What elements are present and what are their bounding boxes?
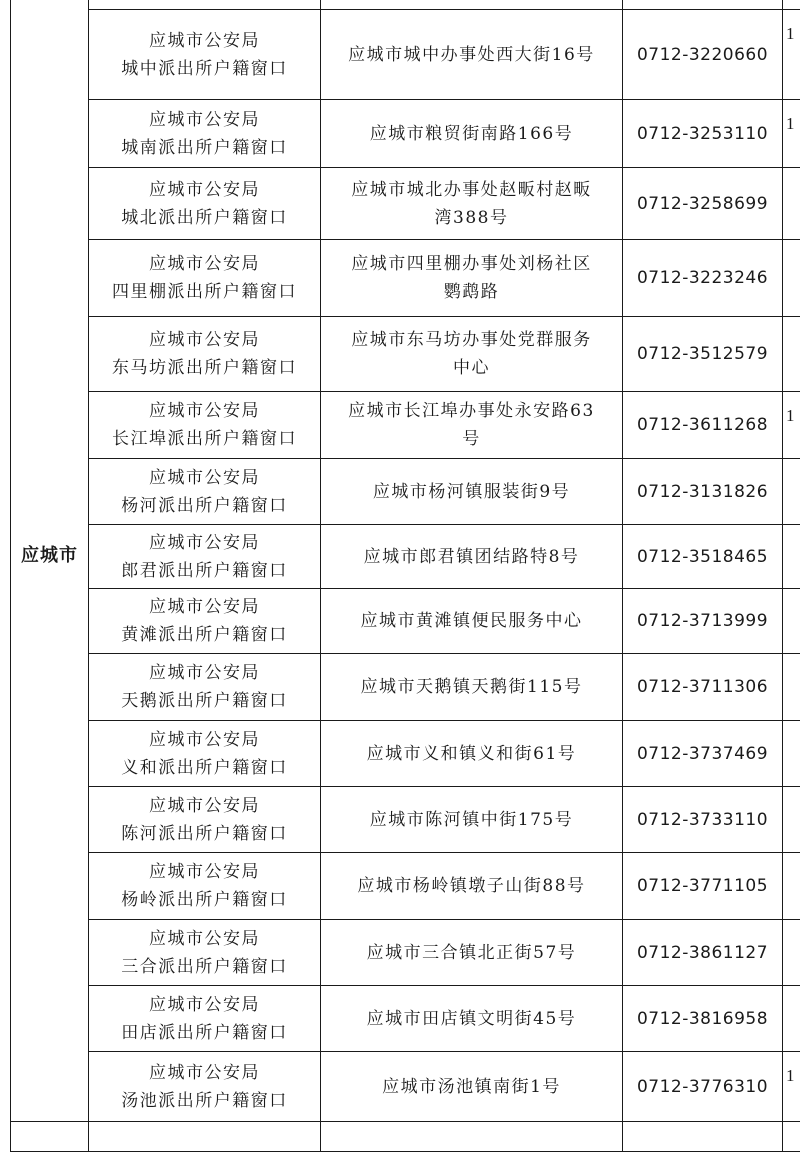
address-line: 应城市义和镇义和街61号: [321, 740, 622, 768]
table-row: [11, 1052, 800, 1122]
extra-cell: 1: [783, 10, 800, 100]
phone-cell: 0712-3258699: [623, 168, 783, 240]
extra-cell: [783, 317, 800, 392]
extra-cell: [783, 525, 800, 589]
office-name-cell: [89, 787, 321, 853]
table-row: [11, 392, 800, 459]
office-name-cell: [89, 589, 321, 654]
office-window: 郎君派出所户籍窗口: [89, 557, 320, 585]
table-row: [11, 1122, 800, 1152]
address-line: 应城市三合镇北正街57号: [321, 939, 622, 967]
address-line: 应城市粮贸街南路166号: [321, 120, 622, 148]
office-agency: 应城市公安局: [89, 991, 320, 1019]
office-name-cell: [89, 392, 321, 459]
address-line: 应城市东马坊办事处党群服务: [321, 326, 622, 354]
phone-cell: 0712-3816958: [623, 986, 783, 1052]
address-cell: [321, 920, 623, 986]
address-cell: [321, 654, 623, 721]
phone-cell: 0712-3512579: [623, 317, 783, 392]
extra-cell: [783, 168, 800, 240]
table-row: [11, 10, 800, 100]
address-cell: [321, 459, 623, 525]
office-name-cell: [89, 168, 321, 240]
address-line: 号: [321, 425, 622, 453]
table-row: [11, 240, 800, 317]
office-agency: 应城市公安局: [89, 106, 320, 134]
office-name-cell: [89, 920, 321, 986]
office-agency: 应城市公安局: [89, 659, 320, 687]
extra-cell: [783, 787, 800, 853]
extra-cell: [783, 920, 800, 986]
address-line: 应城市黄滩镇便民服务中心: [321, 607, 622, 635]
empty-cell: [321, 1122, 623, 1152]
office-name-cell: [89, 240, 321, 317]
table-row: [11, 459, 800, 525]
table-row: [11, 787, 800, 853]
address-line: 应城市田店镇文明街45号: [321, 1005, 622, 1033]
table-row: [11, 920, 800, 986]
police-registration-table: [10, 0, 800, 1152]
address-line: 应城市城北办事处赵畈村赵畈: [321, 176, 622, 204]
office-agency: 应城市公安局: [89, 593, 320, 621]
office-agency: 应城市公安局: [89, 858, 320, 886]
office-agency: 应城市公安局: [89, 529, 320, 557]
extra-cell: 1: [783, 1052, 800, 1122]
office-window: 陈河派出所户籍窗口: [89, 820, 320, 848]
table-row: [11, 721, 800, 787]
table-body: [11, 0, 800, 1152]
address-cell: [321, 317, 623, 392]
office-agency: 应城市公安局: [89, 397, 320, 425]
address-line: 应城市陈河镇中街175号: [321, 806, 622, 834]
phone-cell: 0712-3733110: [623, 787, 783, 853]
table-row: [11, 525, 800, 589]
office-window: 田店派出所户籍窗口: [89, 1019, 320, 1047]
empty-cell: [11, 1122, 89, 1152]
office-name-cell: [89, 986, 321, 1052]
office-name-cell: [89, 100, 321, 168]
extra-cell: 1: [783, 100, 800, 168]
phone-cell: 0712-3776310: [623, 1052, 783, 1122]
address-line: 应城市杨河镇服装街9号: [321, 478, 622, 506]
office-window: 黄滩派出所户籍窗口: [89, 621, 320, 649]
office-agency: 应城市公安局: [89, 250, 320, 278]
office-agency: 应城市公安局: [89, 176, 320, 204]
address-cell: [321, 853, 623, 920]
table-row: [11, 100, 800, 168]
office-window: 天鹅派出所户籍窗口: [89, 687, 320, 715]
table-row: [11, 654, 800, 721]
address-line: 鹦鹉路: [321, 278, 622, 306]
city-cell: 应城市: [11, 0, 89, 1122]
office-name-cell: [89, 1052, 321, 1122]
extra-cell: [783, 459, 800, 525]
extra-cell: [783, 654, 800, 721]
table-row: [11, 986, 800, 1052]
office-agency: 应城市公安局: [89, 726, 320, 754]
extra-cell: [783, 721, 800, 787]
extra-cell: [783, 240, 800, 317]
office-window: 三合派出所户籍窗口: [89, 953, 320, 981]
phone-cell: 0712-3223246: [623, 240, 783, 317]
address-line: 应城市杨岭镇墩子山街88号: [321, 872, 622, 900]
table-row: [11, 168, 800, 240]
office-agency: 应城市公安局: [89, 27, 320, 55]
office-name-cell: [89, 654, 321, 721]
phone-cell: 0712-3711306: [623, 654, 783, 721]
phone-cell: 0712-3220660: [623, 10, 783, 100]
table-row: [11, 0, 800, 10]
office-name-cell: [89, 0, 321, 10]
address-cell: [321, 240, 623, 317]
office-window: 汤池派出所户籍窗口: [89, 1087, 320, 1115]
phone-cell: 0712-3253110: [623, 100, 783, 168]
phone-cell: 0712-3713999: [623, 589, 783, 654]
phone-cell: [623, 0, 783, 10]
phone-cell: 0712-3518465: [623, 525, 783, 589]
address-cell: [321, 986, 623, 1052]
address-cell: [321, 168, 623, 240]
address-cell: [321, 1052, 623, 1122]
address-cell: [321, 589, 623, 654]
address-line: 湾388号: [321, 204, 622, 232]
empty-cell: [623, 1122, 783, 1152]
address-cell: [321, 0, 623, 10]
office-window: 四里棚派出所户籍窗口: [89, 278, 320, 306]
address-line: 应城市城中办事处西大街16号: [321, 41, 622, 69]
table-row: [11, 317, 800, 392]
address-cell: [321, 392, 623, 459]
address-cell: [321, 721, 623, 787]
office-name-cell: [89, 317, 321, 392]
table-row: [11, 853, 800, 920]
office-window: 城南派出所户籍窗口: [89, 134, 320, 162]
office-window: 长江埠派出所户籍窗口: [89, 425, 320, 453]
office-window: 城北派出所户籍窗口: [89, 204, 320, 232]
office-name-cell: [89, 459, 321, 525]
office-agency: 应城市公安局: [89, 925, 320, 953]
office-window: 义和派出所户籍窗口: [89, 754, 320, 782]
address-line: 应城市天鹅镇天鹅街115号: [321, 673, 622, 701]
extra-cell: [783, 0, 800, 10]
address-cell: [321, 787, 623, 853]
address-line: 应城市郎君镇团结路特8号: [321, 543, 622, 571]
empty-cell: [89, 1122, 321, 1152]
address-line: 应城市汤池镇南街1号: [321, 1073, 622, 1101]
extra-cell: [783, 986, 800, 1052]
empty-cell: [783, 1122, 800, 1152]
extra-cell: [783, 589, 800, 654]
office-name-cell: [89, 721, 321, 787]
extra-cell: [783, 853, 800, 920]
office-window: 杨岭派出所户籍窗口: [89, 886, 320, 914]
office-name-cell: [89, 10, 321, 100]
address-line: 中心: [321, 354, 622, 382]
office-window: 东马坊派出所户籍窗口: [89, 354, 320, 382]
extra-cell: 1: [783, 392, 800, 459]
office-name-cell: [89, 525, 321, 589]
address-line: 应城市长江埠办事处永安路63: [321, 397, 622, 425]
phone-cell: 0712-3131826: [623, 459, 783, 525]
office-agency: 应城市公安局: [89, 326, 320, 354]
phone-cell: 0712-3771105: [623, 853, 783, 920]
phone-cell: 0712-3611268: [623, 392, 783, 459]
office-agency: 应城市公安局: [89, 1059, 320, 1087]
phone-cell: 0712-3861127: [623, 920, 783, 986]
office-agency: 应城市公安局: [89, 792, 320, 820]
address-cell: [321, 100, 623, 168]
address-cell: [321, 10, 623, 100]
table-row: [11, 589, 800, 654]
address-line: 应城市四里棚办事处刘杨社区: [321, 250, 622, 278]
office-window: 城中派出所户籍窗口: [89, 55, 320, 83]
office-agency: 应城市公安局: [89, 464, 320, 492]
office-window: 杨河派出所户籍窗口: [89, 492, 320, 520]
office-name-cell: [89, 853, 321, 920]
phone-cell: 0712-3737469: [623, 721, 783, 787]
address-cell: [321, 525, 623, 589]
